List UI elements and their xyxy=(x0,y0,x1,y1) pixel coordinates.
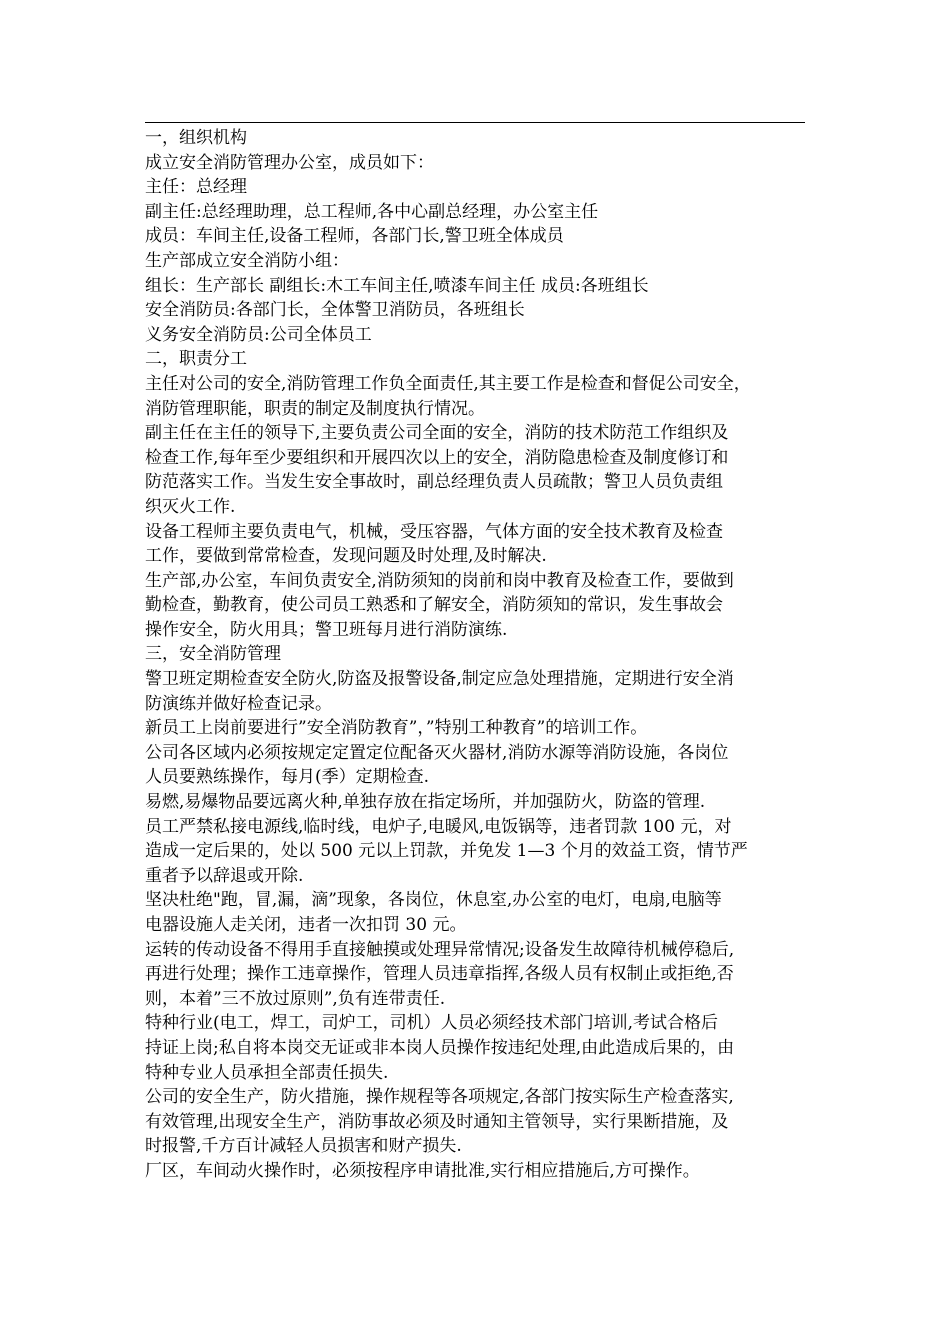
text-line: 组长：生产部长 副组长:木工车间主任,喷漆车间主任 成员:各班组长 xyxy=(145,275,649,296)
text-line: 特种专业人员承担全部责任损失. xyxy=(145,1062,389,1083)
text-line: 工作，要做到常常检查，发现问题及时处理,及时解决. xyxy=(145,546,547,567)
text-line: 有效管理,出现安全生产，消防事故必须及时通知主管领导，实行果断措施，及 xyxy=(145,1111,729,1132)
text-line: 坚决杜绝"跑，冒,漏，滴”现象，各岗位，休息室,办公室的电灯，电扇,电脑等 xyxy=(145,890,722,911)
text-line: 安全消防员:各部门长，全体警卫消防员，各班组长 xyxy=(145,300,525,321)
text-line: 防范落实工作。当发生安全事故时，副总经理负责人员疏散；警卫人员负责组 xyxy=(145,472,723,493)
text-line: 新员工上岗前要进行”安全消防教育”，”特别工种教育”的培训工作。 xyxy=(145,718,648,739)
text-line: 厂区，车间动火操作时，必须按程序申请批准,实行相应措施后,方可操作。 xyxy=(145,1160,700,1181)
text-line: 重者予以辞退或开除. xyxy=(145,865,304,886)
text-line: 消防管理职能，职责的制定及制度执行情况。 xyxy=(145,398,485,419)
text-line: 生产部成立安全消防小组： xyxy=(145,250,349,271)
text-line: 一，组织机构 xyxy=(145,128,247,148)
text-line: 二，职责分工 xyxy=(145,349,247,370)
text-line: 则，本着”三不放过原则”,负有连带责任. xyxy=(145,988,446,1009)
text-line: 主任：总经理 xyxy=(145,177,247,198)
text-line: 再进行处理；操作工违章操作，管理人员违章指挥,各级人员有权制止或拒绝,否 xyxy=(145,964,734,985)
text-line: 主任对公司的安全,消防管理工作负全面责任,其主要工作是检查和督促公司安全， xyxy=(145,373,751,394)
text-line: 三，安全消防管理 xyxy=(145,644,281,665)
text-line: 持证上岗;私自将本岗交无证或非本岗人员操作按违纪处理,由此造成后果的，由 xyxy=(145,1037,735,1058)
text-line: 生产部,办公室，车间负责安全,消防须知的岗前和岗中教育及检查工作，要做到 xyxy=(145,570,734,591)
text-line: 检查工作,每年至少要组织和开展四次以上的安全，消防隐患检查及制度修订和 xyxy=(145,447,729,468)
text-line: 操作安全，防火用具；警卫班每月进行消防演练. xyxy=(145,619,508,640)
text-line: 防演练并做好检查记录。 xyxy=(145,693,332,714)
text-line: 造成一定后果的，处以 500 元以上罚款，并免发 1—3 个月的效益工资，情节严 xyxy=(145,841,748,862)
text-line: 副主任在主任的领导下,主要负责公司全面的安全，消防的技术防范工作组织及 xyxy=(145,423,729,444)
text-line: 公司的安全生产，防火措施，操作规程等各项规定,各部门按实际生产检查落实, xyxy=(145,1087,734,1108)
text-line: 运转的传动设备不得用手直接触摸或处理异常情况;设备发生故障待机械停稳后, xyxy=(145,939,735,960)
text-line: 时报警,千方百计减轻人员损害和财产损失. xyxy=(145,1136,462,1157)
text-line: 成员：车间主任,设备工程师，各部门长,警卫班全体成员 xyxy=(145,226,564,247)
text-line: 公司各区域内必须按规定定置定位配备灭火器材,消防水源等消防设施，各岗位 xyxy=(145,742,729,763)
text-line: 电器设施人走关闭，违者一次扣罚 30 元。 xyxy=(145,915,467,935)
text-line: 特种行业(电工，焊工，司炉工，司机）人员必须经技术部门培训,考试合格后 xyxy=(145,1013,719,1034)
text-line: 副主任:总经理助理，总工程师,各中心副总经理，办公室主任 xyxy=(145,201,599,222)
text-line: 员工严禁私接电源线,临时线，电炉子,电暖风,电饭锅等，违者罚款 100 元，对 xyxy=(145,816,732,837)
document-body xyxy=(145,126,813,1184)
text-line: 易燃,易爆物品要远离火种,单独存放在指定场所，并加强防火，防盗的管理. xyxy=(145,792,706,813)
text-line: 织灭火工作. xyxy=(145,496,236,517)
text-line: 成立安全消防管理办公室，成员如下： xyxy=(145,152,434,173)
text-line: 义务安全消防员:公司全体员工 xyxy=(145,324,372,345)
text-line: 人员要熟练操作，每月(季）定期检查. xyxy=(145,767,430,788)
text-line: 设备工程师主要负责电气，机械，受压容器，气体方面的安全技术教育及检查 xyxy=(145,521,723,542)
text-line: 警卫班定期检查安全防火,防盗及报警设备,制定应急处理措施，定期进行安全消 xyxy=(145,669,734,690)
header-rule xyxy=(145,122,805,123)
text-line: 勤检查，勤教育，使公司员工熟悉和了解安全，消防须知的常识，发生事故会 xyxy=(145,595,723,616)
